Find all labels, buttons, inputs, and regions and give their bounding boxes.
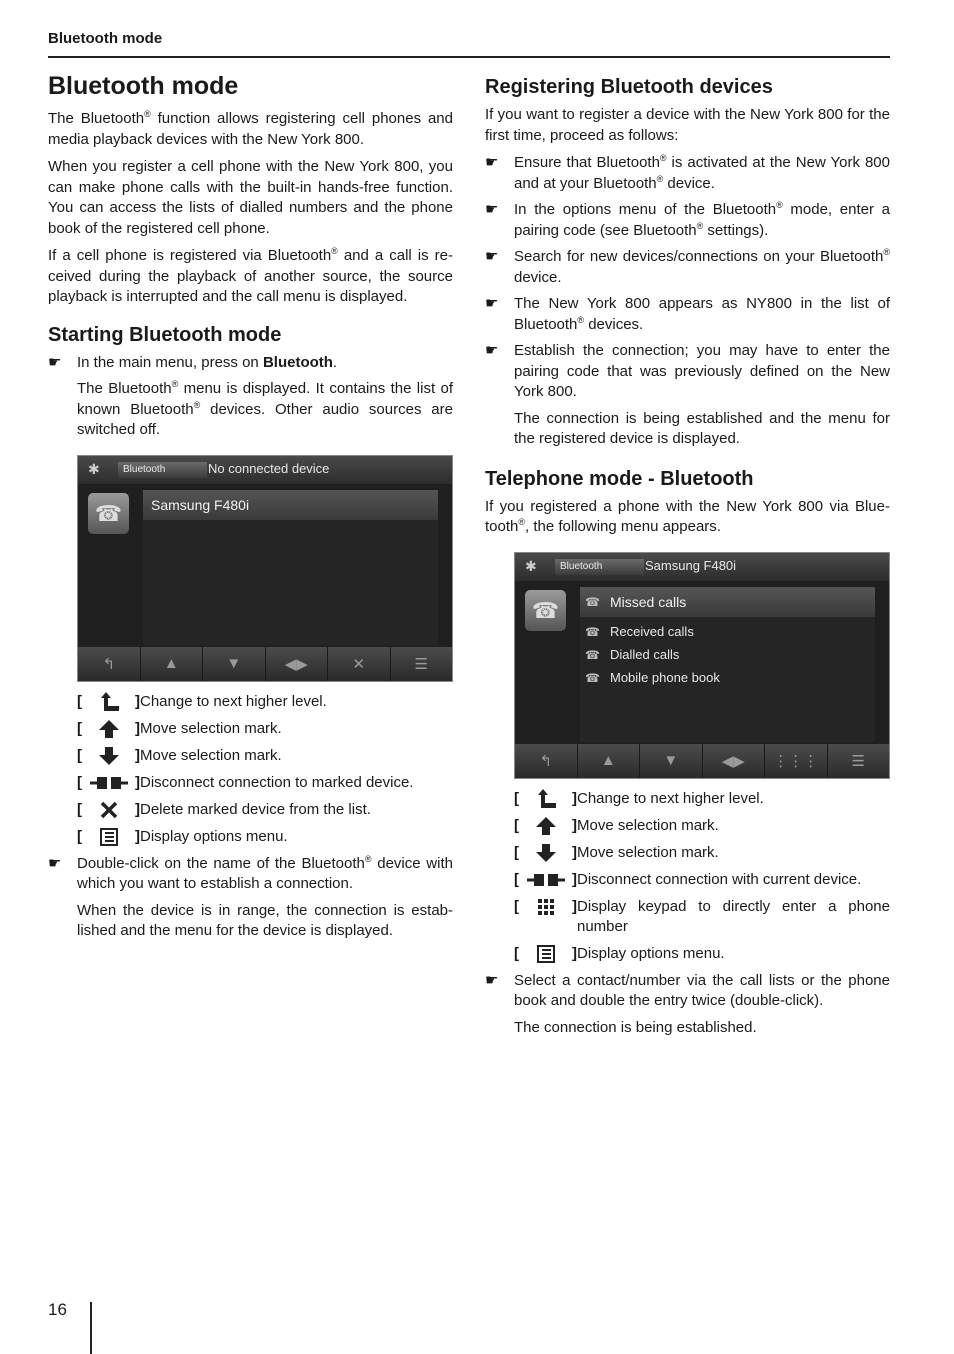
phone-icon: ☎ — [525, 590, 566, 631]
step-press-bluetooth: ☛ In the main menu, press on Bluetooth. — [48, 353, 453, 374]
hand-pointer-icon: ☛ — [485, 201, 499, 218]
legend-row: [ ] Move selection mark. — [77, 719, 282, 737]
reg-step-2: ☛ In the options menu of the Bluetooth® mode, enter a pairing code (see Bluetooth® settings). — [485, 200, 890, 239]
screen-toolbar — [515, 744, 889, 778]
legend-row: [ ] Delete marked device from the list. — [77, 800, 371, 818]
legend-row: [ ] Move selection mark. — [514, 816, 719, 834]
telephone-intro: If you registered a phone with the New York 800 via Bluetooth®, the following menu appears. — [485, 497, 890, 535]
right-column — [485, 72, 890, 1045]
disconnect-icon — [526, 870, 566, 890]
call-menu-list — [580, 587, 875, 742]
legend-row: [ ] Display keypad to directly enter a phone number — [514, 897, 890, 935]
arrow-down-icon: ▼ — [203, 647, 266, 681]
arrow-down-icon: ▼ — [640, 744, 703, 778]
hand-pointer-icon: ☛ — [485, 295, 499, 312]
bluetooth-icon: ✱ — [525, 557, 537, 574]
running-header: Bluetooth mode — [48, 30, 163, 47]
arrow-up-icon: ▲ — [141, 647, 204, 681]
hand-pointer-icon: ☛ — [485, 154, 499, 171]
arrow-down-icon — [535, 843, 557, 863]
back-icon: ↰ — [515, 744, 578, 778]
page-number: 16 — [48, 1300, 67, 1319]
header-rule — [48, 56, 890, 58]
left-column — [48, 72, 453, 949]
intro-paragraph-2: When you register a cell phone with the New York 800, you can make phone calls with the built-in hands-free function. You can access the lists of dialled numbers and the phone book of the registered cell phone. — [48, 158, 453, 237]
hand-pointer-icon: ☛ — [485, 971, 499, 989]
dialled-calls-icon: ☎ — [585, 647, 600, 662]
options-menu-icon: ☰ — [851, 752, 865, 770]
select-contact-step: ☛ Select a contact/number via the call lists or the phone book and double the entry twice (double-click). — [485, 971, 890, 1009]
intro-paragraph-3: If a cell phone is registered via Bluetooth® and a call is received during the playback of another source, the source playback is interrupted and the call menu is displayed. — [48, 246, 453, 305]
keypad-icon: ⋮⋮⋮ — [765, 744, 828, 778]
bluetooth-menu-screenshot — [77, 455, 453, 682]
back-level-icon — [97, 692, 121, 712]
back-icon: ↰ — [78, 647, 141, 681]
phone-icon: ☎ — [88, 493, 129, 534]
screen-toolbar — [78, 647, 452, 681]
list-item-selected: ☎ Missed calls — [580, 587, 875, 617]
telephone-heading: Telephone mode - Bluetooth — [485, 467, 754, 490]
phone-book-icon: ☎ — [585, 670, 600, 685]
reg-step-1: ☛ Ensure that Bluetooth® is activated at the New York 800 and at your Bluetooth® device. — [485, 153, 890, 192]
page-number-rule — [90, 1302, 92, 1354]
bluetooth-icon: ✱ — [88, 460, 100, 477]
delete-icon: ✕ — [328, 647, 391, 681]
screen-title-bar — [78, 456, 452, 484]
page-title: Bluetooth mode — [48, 72, 239, 100]
options-menu-icon — [98, 827, 120, 847]
select-contact-result: The connection is being established. — [514, 1018, 757, 1036]
hand-pointer-icon: ☛ — [485, 248, 499, 265]
step-result-connection: When the device is in range, the connection is established and the menu for the device is displayed. — [77, 901, 453, 939]
back-level-icon — [534, 789, 558, 809]
reg-step-result: The connection is being established and the menu for the registered device is displayed. — [514, 409, 890, 447]
reg-step-5: ☛ Establish the connection; you may have to enter the pairing code that was previously defined on the New York 800. — [485, 342, 890, 400]
registering-intro: If you want to register a device with the New York 800 for the first time, proceed as follows: — [485, 106, 890, 144]
telephone-menu-screenshot — [514, 552, 890, 779]
delete-icon — [98, 800, 120, 820]
legend-row: [ ] Display options menu. — [514, 944, 725, 962]
disconnect-icon: ◀▶ — [703, 744, 766, 778]
arrow-up-icon — [98, 719, 120, 739]
disconnect-icon: ◀▶ — [266, 647, 329, 681]
screen-tab-label: Bluetooth — [118, 462, 207, 478]
list-item: ☎ Dialled calls — [580, 644, 875, 666]
legend-row: [ ] Change to next higher level. — [77, 692, 327, 710]
connected-device-name: Samsung F480i — [645, 557, 737, 573]
legend-row: [ ] Move selection mark. — [77, 746, 282, 764]
legend-row: [ ] Change to next higher level. — [514, 789, 764, 807]
hand-pointer-icon: ☛ — [48, 353, 62, 371]
hand-pointer-icon: ☛ — [48, 854, 62, 872]
registering-heading: Registering Bluetooth devices — [485, 76, 773, 98]
list-item: ☎ Received calls — [580, 621, 875, 643]
legend-row: [ ] Display options menu. — [77, 827, 288, 845]
legend-row: [ ] Move selection mark. — [514, 843, 719, 861]
received-calls-icon: ☎ — [585, 624, 600, 639]
starting-heading: Starting Bluetooth mode — [48, 323, 282, 346]
screen-tab-label: Bluetooth — [555, 559, 644, 575]
hand-pointer-icon: ☛ — [485, 342, 499, 359]
device-list-item: Samsung F480i — [143, 490, 438, 520]
reg-step-4: ☛ The New York 800 appears as NY800 in the list of Bluetooth® devices. — [485, 295, 890, 333]
missed-calls-icon: ☎ — [585, 594, 600, 609]
reg-step-3: ☛ Search for new devices/connections on your Bluetooth® device. — [485, 247, 890, 286]
arrow-up-icon: ▲ — [578, 744, 641, 778]
options-menu-icon: ☰ — [414, 655, 428, 673]
legend-row: [ ] Disconnect connection with current device. — [514, 870, 862, 888]
right-icon-legend — [485, 789, 890, 964]
device-list — [143, 490, 438, 645]
screen-title-bar — [515, 553, 889, 581]
intro-paragraph-1: The Bluetooth® function allows registering cell phones and media playback devices with the New York 800. — [48, 109, 453, 148]
arrow-down-icon — [98, 746, 120, 766]
keypad-icon — [535, 897, 557, 917]
connection-status: No connected device — [208, 460, 330, 476]
left-icon-legend — [48, 692, 453, 847]
step-result-menu-displayed: The Bluetooth® menu is displayed. It contains the list of known Bluetooth® devices. Other audio sources are switched off. — [77, 379, 453, 438]
arrow-up-icon — [535, 816, 557, 836]
legend-row: [ ] Disconnect connection to marked device. — [77, 773, 414, 791]
disconnect-icon — [89, 773, 129, 793]
list-item: ☎ Mobile phone book — [580, 667, 875, 689]
options-menu-icon — [535, 944, 557, 964]
step-double-click-device: ☛ Double-click on the name of the Bluetooth® device with which you want to establish a connection. — [48, 853, 453, 892]
